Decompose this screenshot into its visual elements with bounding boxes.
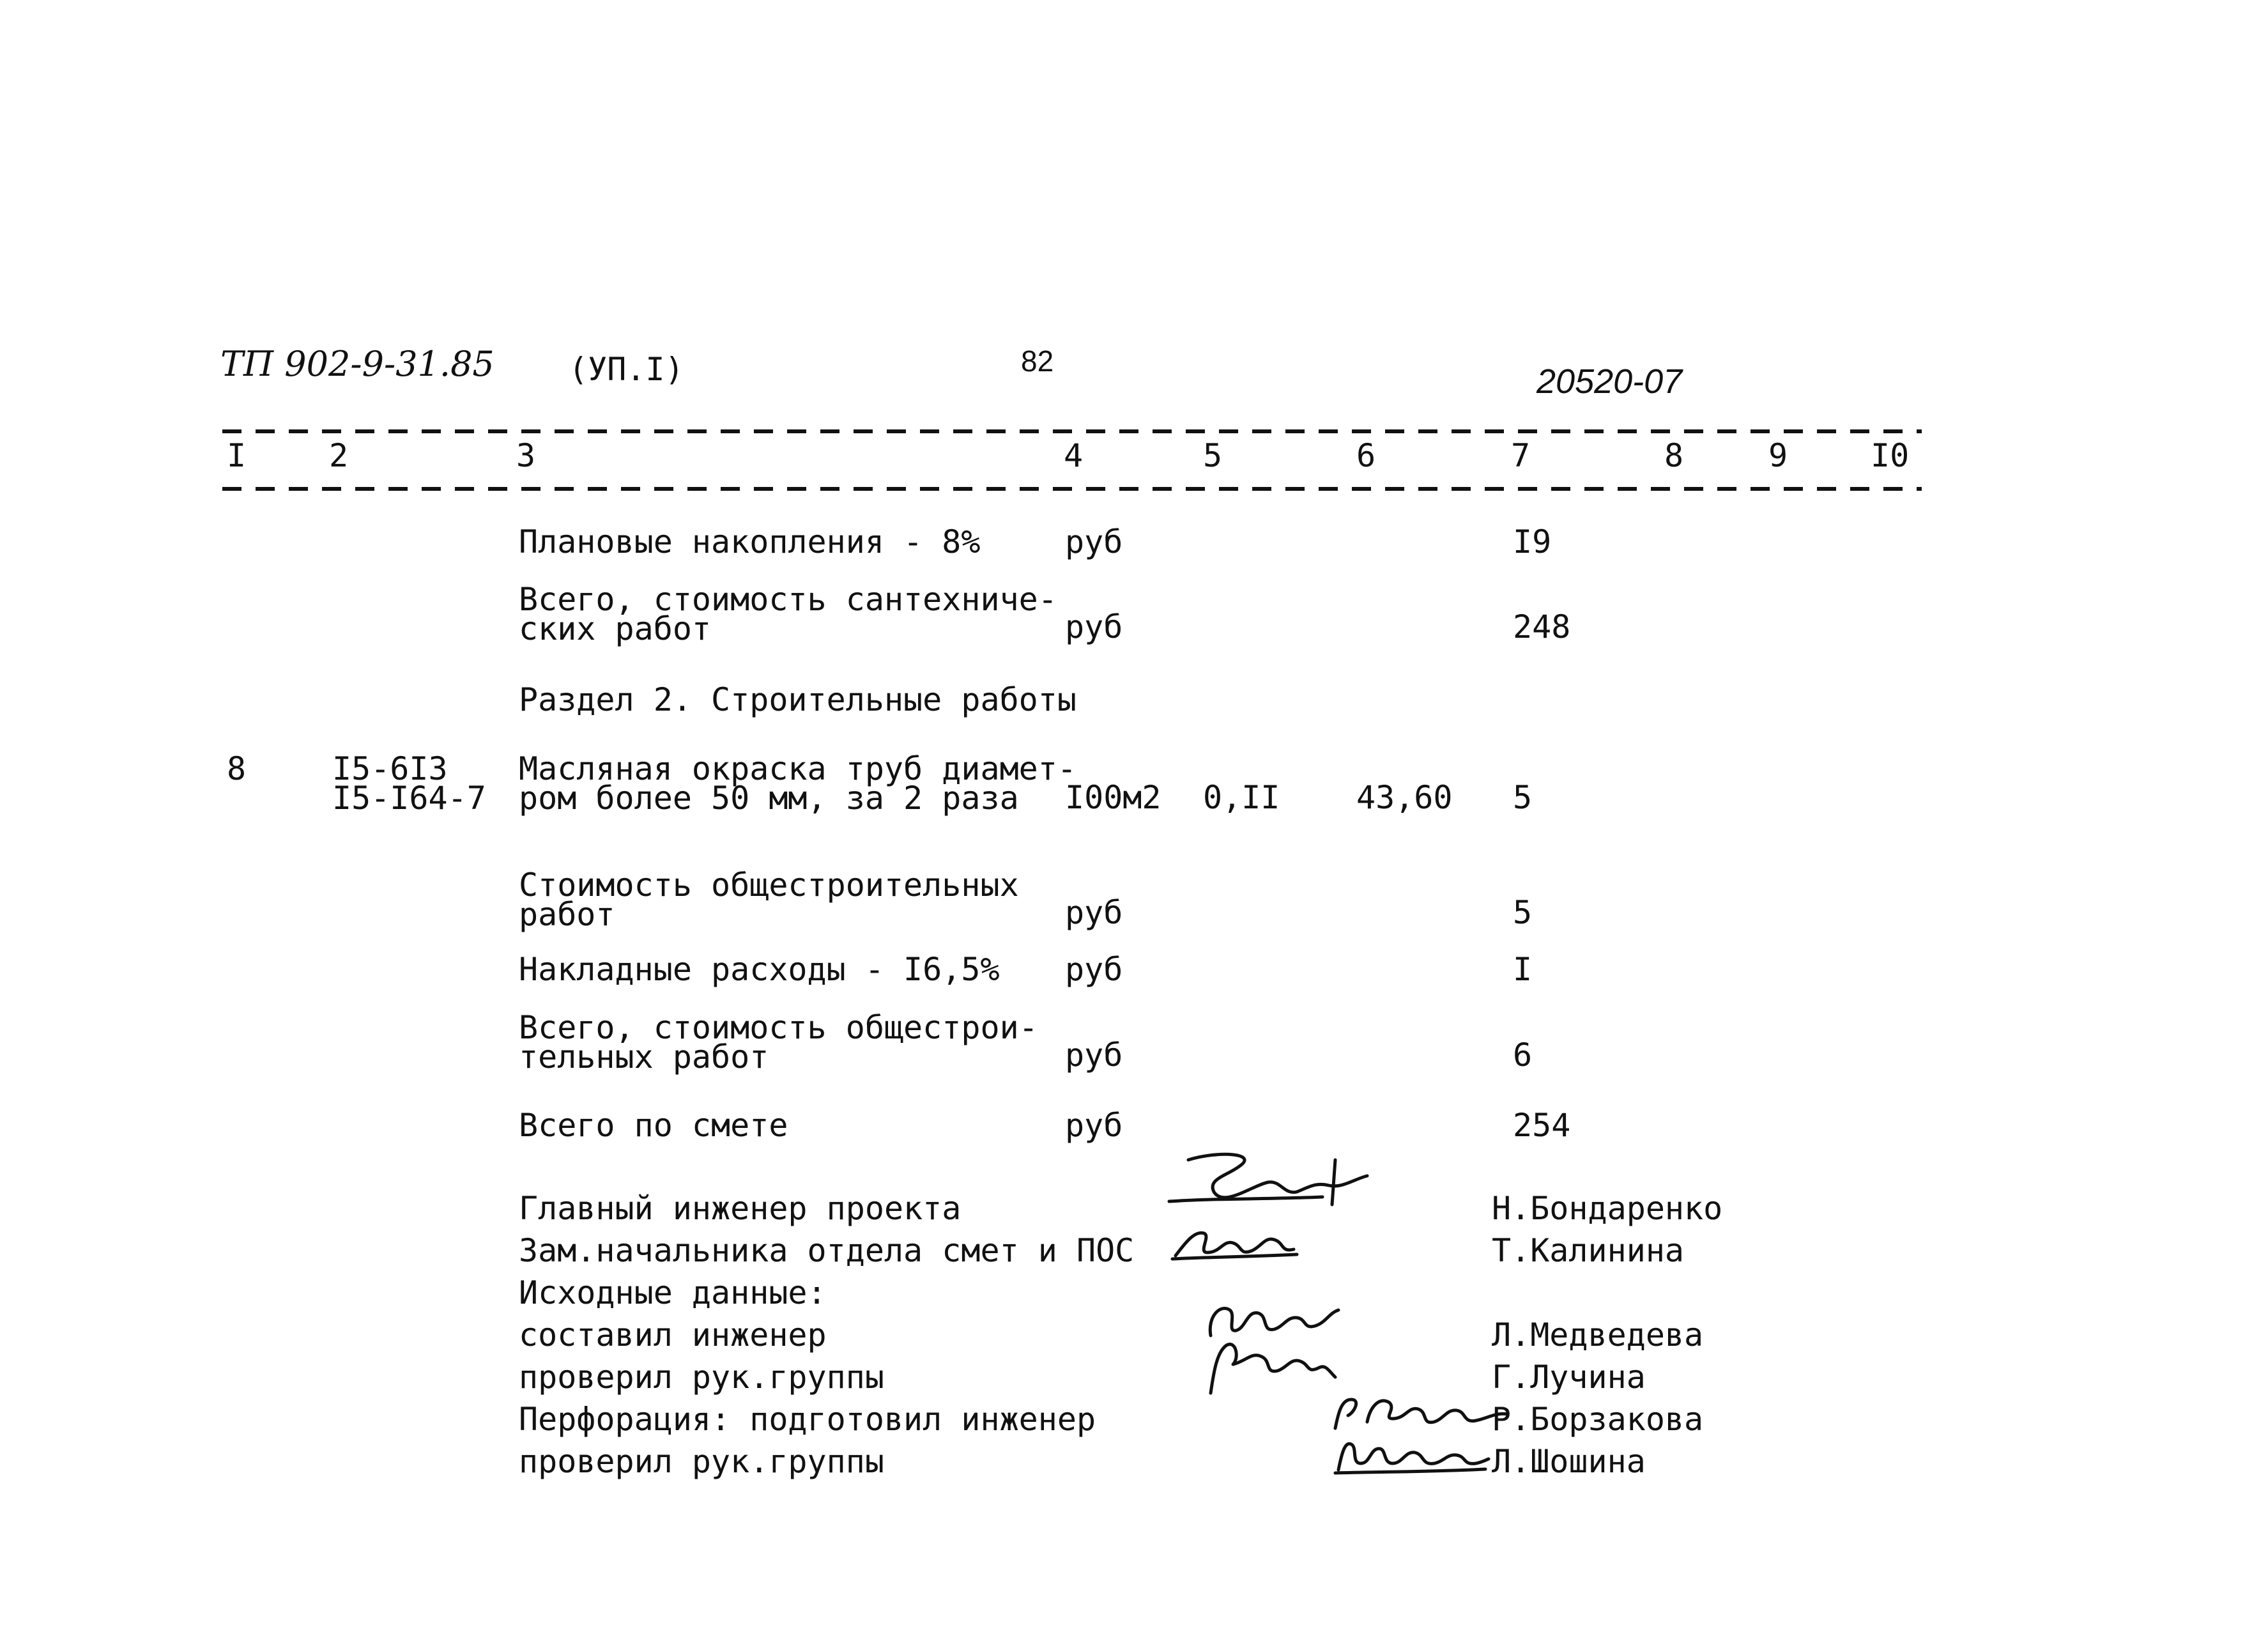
row-cost: 5 [1513, 894, 1533, 931]
row-cost: I9 [1513, 523, 1552, 560]
row-unit: руб [1065, 951, 1123, 988]
signatory-name: Л.Медведева [1492, 1316, 1704, 1353]
row-desc: Всего по смете [519, 1107, 788, 1144]
signatory-name: Н.Бондаренко [1492, 1190, 1723, 1227]
row-unit: I00м2 [1065, 779, 1161, 816]
page-number: 82 [1021, 344, 1054, 378]
col-head-8: 8 [1664, 437, 1684, 474]
signatory-role: Главный инженер проекта [519, 1190, 962, 1227]
col-head-7: 7 [1511, 437, 1531, 474]
col-head-2: 2 [329, 437, 349, 474]
col-head-6: 6 [1356, 437, 1376, 474]
row-desc: Всего, стоимость общестрои- тельных работ [519, 1009, 1038, 1076]
col-head-3: 3 [516, 437, 536, 474]
row-unit: руб [1065, 894, 1123, 931]
row-desc: Стоимость общестроительных работ [519, 867, 1019, 933]
row-cost: I [1513, 951, 1533, 988]
signature-bondarenko [1163, 1147, 1374, 1224]
row-cost: 254 [1513, 1107, 1571, 1144]
signature-kalinina [1169, 1217, 1310, 1268]
signatory-role: Зам.начальника отдела смет и ПОС [519, 1232, 1135, 1269]
row-cost: 6 [1513, 1037, 1533, 1074]
signatory-role: составил инженер [519, 1316, 827, 1353]
row-desc: Масляная окраска труб диамет- ром более 50 мм, за 2 раза [519, 750, 1077, 817]
col-head-5: 5 [1203, 437, 1223, 474]
signature-luchina [1201, 1332, 1342, 1403]
row-qty: 0,II [1203, 779, 1280, 816]
header-rule-top [222, 429, 1922, 433]
signatory-name: Г.Лучина [1492, 1359, 1646, 1396]
col-head-1: I [227, 437, 247, 474]
row-cost: 248 [1513, 608, 1571, 645]
document-code: ТП 902-9-31.85 [220, 344, 494, 384]
row-price: 43,60 [1356, 779, 1453, 816]
signatory-role: Перфорация: подготовил инженер [519, 1401, 1096, 1438]
section-heading: Раздел 2. Строительные работы [519, 681, 1077, 718]
order-number: 20520-07 [1536, 362, 1683, 401]
row-number: 8 [227, 750, 247, 787]
row-desc: Накладные расходы - I6,5% [519, 951, 1000, 988]
row-cost: 5 [1513, 779, 1533, 816]
row-code: I5-6I3 I5-I64-7 [332, 750, 486, 817]
row-unit: руб [1065, 608, 1123, 645]
signatory-name: Л.Шошина [1492, 1443, 1646, 1480]
col-head-9: 9 [1768, 437, 1788, 474]
row-desc: Всего, стоимость сантехниче- ских работ [519, 581, 1057, 647]
row-unit: руб [1065, 1107, 1123, 1144]
header-rule-bottom [222, 487, 1922, 491]
row-unit: руб [1065, 523, 1123, 560]
signatory-name: Р.Борзакова [1492, 1401, 1704, 1438]
signature-shoshina [1332, 1428, 1492, 1479]
signatory-role: проверил рук.группы [519, 1443, 884, 1480]
album-number: (УП.I) [569, 351, 684, 388]
col-head-10: I0 [1871, 437, 1910, 474]
row-desc: Плановые накопления - 8% [519, 523, 981, 560]
signatory-name: Т.Калинина [1492, 1232, 1685, 1269]
signatory-role: проверил рук.группы [519, 1359, 884, 1396]
row-unit: руб [1065, 1037, 1123, 1074]
col-head-4: 4 [1064, 437, 1084, 474]
source-data-label: Исходные данные: [519, 1274, 827, 1311]
